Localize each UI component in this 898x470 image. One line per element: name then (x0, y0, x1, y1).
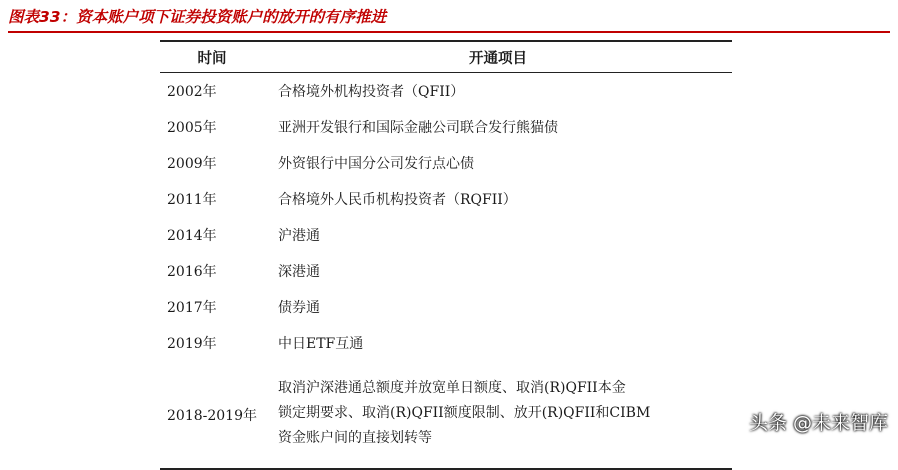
source-watermark: 头条 @未来智库 (748, 412, 888, 434)
table-row (160, 73, 732, 110)
table-row (160, 253, 732, 289)
table-row (160, 289, 732, 325)
figure-title: 图表33：资本账户项下证券投资账户的放开的有序推进 (8, 8, 387, 26)
table-row-last (160, 361, 732, 469)
table-header-row (160, 41, 732, 73)
row-year: 2005年 (167, 120, 217, 136)
table-container (160, 40, 732, 470)
row-item: 债券通 (278, 300, 320, 316)
row-item-line: 锁定期要求、取消(R)QFII额度限制、放开(R)QFII和CIBM (278, 405, 651, 421)
row-item: 中日ETF互通 (278, 336, 364, 352)
table-row (160, 181, 732, 217)
header-item: 开通项目 (264, 41, 732, 73)
row-item: 亚洲开发银行和国际金融公司联合发行熊猫债 (278, 120, 558, 136)
table-row (160, 109, 732, 145)
row-year: 2017年 (167, 300, 217, 316)
row-item-line: 取消沪深港通总额度并放宽单日额度、取消(R)QFII本金 (278, 380, 626, 396)
row-item: 深港通 (278, 264, 320, 280)
row-year: 2002年 (167, 84, 217, 100)
row-item: 外资银行中国分公司发行点心债 (278, 156, 474, 172)
row-item: 合格境外机构投资者（QFII） (278, 84, 465, 100)
row-year: 2011年 (167, 192, 217, 208)
row-year: 2016年 (167, 264, 217, 280)
opening-timeline-table (160, 40, 732, 470)
row-year: 2018-2019年 (160, 361, 264, 469)
table-row (160, 145, 732, 181)
table-row (160, 217, 732, 253)
title-rule (8, 31, 890, 33)
table-row (160, 325, 732, 361)
row-item: 合格境外人民币机构投资者（RQFII） (278, 192, 517, 208)
row-item-multiline (264, 361, 732, 469)
row-year: 2014年 (167, 228, 217, 244)
header-time: 时间 (160, 41, 264, 73)
row-year: 2019年 (167, 336, 217, 352)
row-item-line: 资金账户间的直接划转等 (278, 430, 432, 446)
row-year: 2009年 (167, 156, 217, 172)
row-item: 沪港通 (278, 228, 320, 244)
